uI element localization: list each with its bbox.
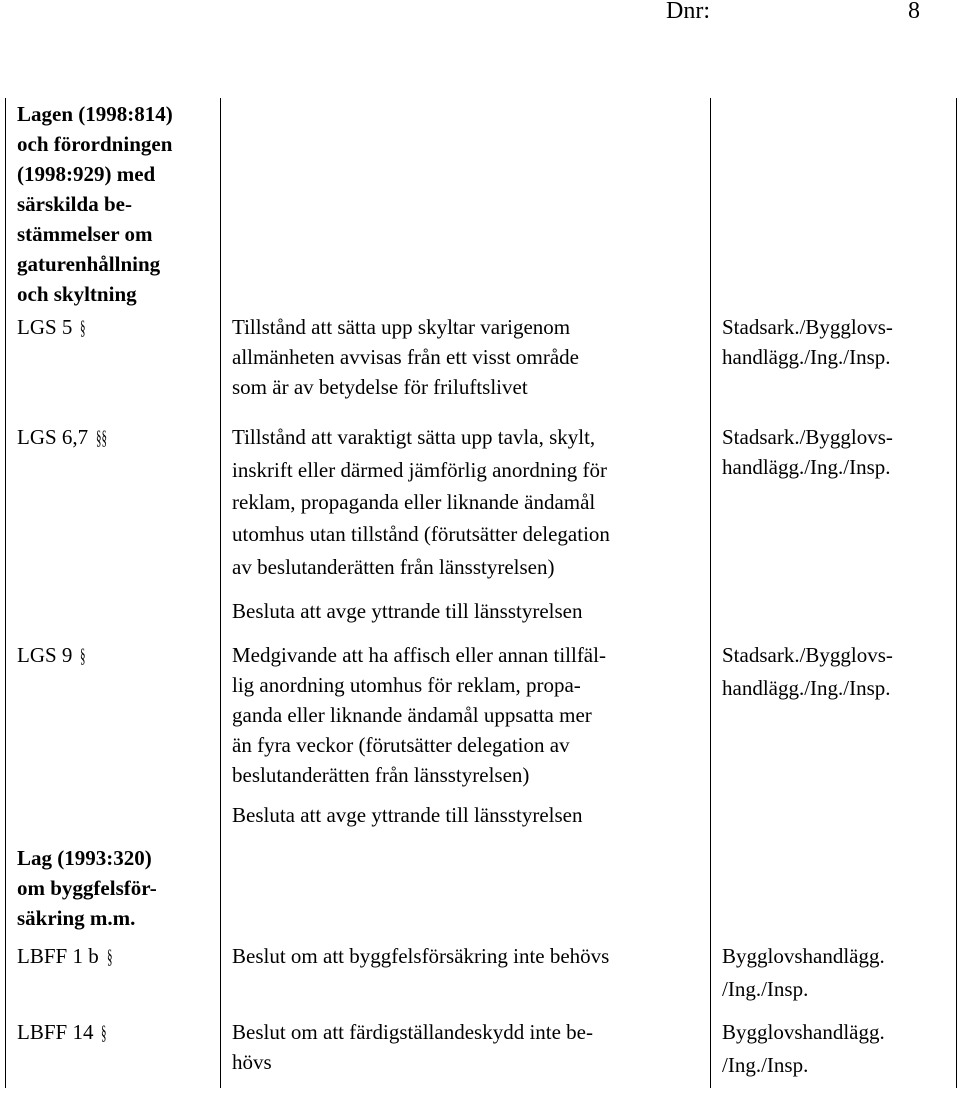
dnr-label: Dnr: [666,0,710,24]
law-reference [17,312,90,343]
reference-text: LBFF 1 b [17,944,99,968]
heading-line: om byggfelsför- [17,876,157,900]
table-border-left [5,98,6,1088]
heading-line: Lagen (1998:814) [17,102,173,126]
law-reference [17,1017,111,1048]
delegate-line: handlägg./Ing./Insp. [722,345,891,369]
section-sign: § [80,317,86,339]
section-sign: § [80,645,86,667]
delegate-line: handlägg./Ing./Insp. [722,455,891,479]
row-text-line: Medgivande att ha affisch eller annan tillfäl- [232,643,606,667]
row-text-line: lig anordning utomhus för reklam, propa- [232,673,581,697]
row-text-line: reklam, propaganda eller liknande ändamål [232,490,596,514]
delegate-line: Stadsark./Bygglovs- [722,315,893,339]
law-reference [17,640,90,671]
row-text-line: än fyra veckor (förutsätter delegation av [232,733,570,757]
row-text-line: Tillstånd att varaktigt sätta upp tavla, skylt, [232,425,596,449]
heading-line: och förordningen [17,132,173,156]
delegate-line: Stadsark./Bygglovs- [722,425,893,449]
row-text-line: hövs [232,1050,272,1074]
row-text-line: ganda eller liknande ändamål uppsatta mer [232,703,592,727]
heading-line: stämmelser om [17,222,153,246]
row-text-line: som är av betydelse för friluftslivet [232,375,528,399]
page-number: 8 [908,0,920,24]
row-text-line: Beslut om att byggfelsförsäkring inte behövs [232,944,610,968]
reference-text: LBFF 14 [17,1020,94,1044]
reference-text: LGS 9 [17,643,73,667]
heading-line: och skyltning [17,282,137,306]
delegate-line: Stadsark./Bygglovs- [722,643,893,667]
table-border-right [956,98,957,1088]
heading-line: gaturenhållning [17,252,161,276]
row-extra-text: Besluta att avge yttrande till länsstyrelsen [232,599,583,623]
row-extra-text: Besluta att avge yttrande till länsstyrelsen [232,803,583,827]
heading-line: särskilda be- [17,192,132,216]
row-text-line: Tillstånd att sätta upp skyltar varigenom [232,315,571,339]
heading-line: (1998:929) med [17,162,156,186]
delegate-line: Bygglovshandlägg. [722,944,885,968]
delegate-line: handlägg./Ing./Insp. [722,676,891,700]
row-text-line: Beslut om att färdigställandeskydd inte be- [232,1020,593,1044]
reference-text: LGS 6,7 [17,425,89,449]
row-text-line: av beslutanderätten från länsstyrelsen) [232,555,555,579]
section-sign: § [106,946,113,968]
delegate-line: /Ing./Insp. [722,1053,809,1077]
reference-text: LGS 5 [17,315,73,339]
law-reference [17,941,117,972]
law-reference [17,422,116,453]
delegate-line: Bygglovshandlägg. [722,1020,885,1044]
section-sign: § [101,1022,107,1044]
delegate-line: /Ing./Insp. [722,977,809,1001]
heading-line: Lag (1993:320) [17,846,152,870]
row-text-line: allmänheten avvisas från ett visst område [232,345,579,369]
row-text-line: utomhus utan tillstånd (förutsätter delegation [232,522,610,546]
table-divider-2 [710,98,711,1088]
section-sign: §§ [96,427,108,449]
heading-line: säkring m.m. [17,906,136,930]
row-text-line: inskrift eller därmed jämförlig anordning för [232,458,607,482]
table-divider-1 [220,98,221,1088]
row-text-line: beslutanderätten från länsstyrelsen) [232,763,530,787]
